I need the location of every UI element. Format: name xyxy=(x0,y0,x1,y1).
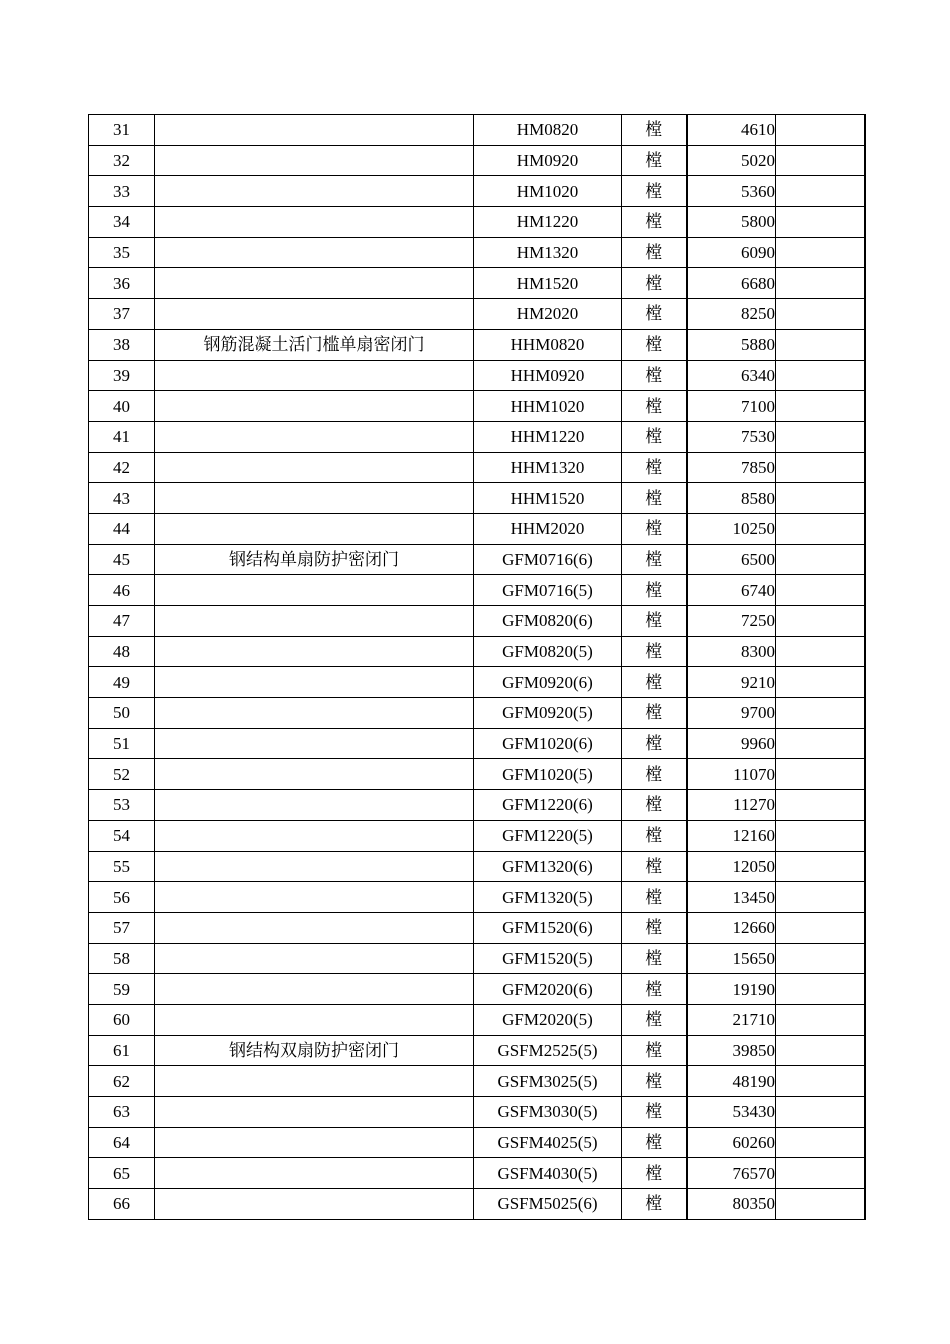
cell-name xyxy=(155,268,474,299)
table-row xyxy=(89,391,865,422)
cell-blank xyxy=(776,820,865,851)
table-row xyxy=(89,1035,865,1066)
table-row xyxy=(89,790,865,821)
cell-no: 37 xyxy=(89,299,155,330)
cell-model: GFM1320(6) xyxy=(474,851,622,882)
cell-model: GFM0920(6) xyxy=(474,667,622,698)
table-row xyxy=(89,1004,865,1035)
table-row xyxy=(89,820,865,851)
cell-blank xyxy=(776,728,865,759)
cell-name xyxy=(155,636,474,667)
cell-blank xyxy=(776,145,865,176)
cell-price: 15650 xyxy=(687,943,776,974)
cell-name xyxy=(155,1189,474,1220)
cell-unit: 樘 xyxy=(622,176,687,207)
cell-no: 60 xyxy=(89,1004,155,1035)
cell-model: HHM0920 xyxy=(474,360,622,391)
table-row xyxy=(89,207,865,238)
cell-price: 8300 xyxy=(687,636,776,667)
cell-model: GSFM5025(6) xyxy=(474,1189,622,1220)
cell-unit: 樘 xyxy=(622,483,687,514)
table-row xyxy=(89,759,865,790)
cell-no: 54 xyxy=(89,820,155,851)
table-row xyxy=(89,575,865,606)
cell-blank xyxy=(776,698,865,729)
cell-model: GFM2020(6) xyxy=(474,974,622,1005)
cell-model: GSFM4030(5) xyxy=(474,1158,622,1189)
table-row xyxy=(89,943,865,974)
cell-price: 5360 xyxy=(687,176,776,207)
cell-name xyxy=(155,207,474,238)
cell-unit: 樘 xyxy=(622,360,687,391)
cell-name xyxy=(155,452,474,483)
cell-name: 钢筋混凝土活门槛单扇密闭门 xyxy=(155,329,474,360)
cell-model: HM1520 xyxy=(474,268,622,299)
cell-name xyxy=(155,943,474,974)
cell-model: HM1020 xyxy=(474,176,622,207)
cell-model: HHM1520 xyxy=(474,483,622,514)
cell-model: GFM2020(5) xyxy=(474,1004,622,1035)
cell-name xyxy=(155,851,474,882)
cell-price: 60260 xyxy=(687,1127,776,1158)
table-row xyxy=(89,1127,865,1158)
cell-no: 65 xyxy=(89,1158,155,1189)
table-row xyxy=(89,483,865,514)
cell-unit: 樘 xyxy=(622,421,687,452)
table-row xyxy=(89,237,865,268)
cell-no: 58 xyxy=(89,943,155,974)
cell-price: 53430 xyxy=(687,1097,776,1128)
cell-unit: 樘 xyxy=(622,790,687,821)
cell-no: 39 xyxy=(89,360,155,391)
table-row xyxy=(89,544,865,575)
cell-no: 31 xyxy=(89,115,155,146)
cell-blank xyxy=(776,268,865,299)
cell-name xyxy=(155,912,474,943)
cell-no: 50 xyxy=(89,698,155,729)
cell-unit: 樘 xyxy=(622,1158,687,1189)
cell-no: 32 xyxy=(89,145,155,176)
cell-price: 11070 xyxy=(687,759,776,790)
cell-no: 33 xyxy=(89,176,155,207)
cell-unit: 樘 xyxy=(622,851,687,882)
cell-no: 42 xyxy=(89,452,155,483)
cell-blank xyxy=(776,207,865,238)
cell-unit: 樘 xyxy=(622,145,687,176)
cell-model: HHM0820 xyxy=(474,329,622,360)
cell-name xyxy=(155,606,474,637)
cell-blank xyxy=(776,1004,865,1035)
cell-no: 53 xyxy=(89,790,155,821)
table-row xyxy=(89,115,865,146)
cell-no: 66 xyxy=(89,1189,155,1220)
cell-name xyxy=(155,391,474,422)
cell-blank xyxy=(776,759,865,790)
cell-no: 61 xyxy=(89,1035,155,1066)
cell-price: 21710 xyxy=(687,1004,776,1035)
cell-price: 8250 xyxy=(687,299,776,330)
cell-name xyxy=(155,790,474,821)
cell-name xyxy=(155,1158,474,1189)
cell-no: 52 xyxy=(89,759,155,790)
cell-unit: 樘 xyxy=(622,1066,687,1097)
cell-unit: 樘 xyxy=(622,636,687,667)
cell-blank xyxy=(776,636,865,667)
table-row xyxy=(89,1158,865,1189)
cell-blank xyxy=(776,176,865,207)
cell-blank xyxy=(776,115,865,146)
table-row xyxy=(89,145,865,176)
cell-no: 45 xyxy=(89,544,155,575)
cell-name xyxy=(155,1004,474,1035)
cell-unit: 樘 xyxy=(622,1127,687,1158)
cell-blank xyxy=(776,1158,865,1189)
cell-unit: 樘 xyxy=(622,237,687,268)
cell-no: 38 xyxy=(89,329,155,360)
cell-no: 51 xyxy=(89,728,155,759)
cell-model: GFM0920(5) xyxy=(474,698,622,729)
cell-model: HM0920 xyxy=(474,145,622,176)
cell-unit: 樘 xyxy=(622,882,687,913)
cell-price: 12160 xyxy=(687,820,776,851)
table-row xyxy=(89,667,865,698)
cell-blank xyxy=(776,1127,865,1158)
cell-unit: 樘 xyxy=(622,759,687,790)
cell-no: 48 xyxy=(89,636,155,667)
cell-price: 5880 xyxy=(687,329,776,360)
cell-no: 64 xyxy=(89,1127,155,1158)
cell-no: 56 xyxy=(89,882,155,913)
cell-price: 12660 xyxy=(687,912,776,943)
cell-no: 43 xyxy=(89,483,155,514)
cell-blank xyxy=(776,1189,865,1220)
cell-unit: 樘 xyxy=(622,698,687,729)
cell-no: 57 xyxy=(89,912,155,943)
cell-blank xyxy=(776,851,865,882)
cell-name xyxy=(155,115,474,146)
cell-name xyxy=(155,1066,474,1097)
cell-price: 6500 xyxy=(687,544,776,575)
cell-price: 7100 xyxy=(687,391,776,422)
cell-name: 钢结构双扇防护密闭门 xyxy=(155,1035,474,1066)
cell-unit: 樘 xyxy=(622,391,687,422)
cell-blank xyxy=(776,1097,865,1128)
table-row xyxy=(89,421,865,452)
cell-model: GSFM4025(5) xyxy=(474,1127,622,1158)
table-row xyxy=(89,360,865,391)
cell-price: 39850 xyxy=(687,1035,776,1066)
cell-blank xyxy=(776,575,865,606)
cell-model: GSFM3025(5) xyxy=(474,1066,622,1097)
cell-price: 12050 xyxy=(687,851,776,882)
table-row xyxy=(89,636,865,667)
table-row xyxy=(89,728,865,759)
cell-name xyxy=(155,1097,474,1128)
table-row xyxy=(89,1097,865,1128)
cell-price: 9700 xyxy=(687,698,776,729)
cell-no: 49 xyxy=(89,667,155,698)
cell-name xyxy=(155,820,474,851)
cell-no: 59 xyxy=(89,974,155,1005)
cell-price: 76570 xyxy=(687,1158,776,1189)
cell-price: 6680 xyxy=(687,268,776,299)
cell-unit: 樘 xyxy=(622,299,687,330)
cell-unit: 樘 xyxy=(622,452,687,483)
cell-blank xyxy=(776,513,865,544)
cell-name xyxy=(155,360,474,391)
cell-unit: 樘 xyxy=(622,1097,687,1128)
cell-unit: 樘 xyxy=(622,1004,687,1035)
cell-unit: 樘 xyxy=(622,513,687,544)
cell-model: HM2020 xyxy=(474,299,622,330)
cell-blank xyxy=(776,483,865,514)
cell-no: 41 xyxy=(89,421,155,452)
cell-no: 40 xyxy=(89,391,155,422)
cell-model: GFM0820(6) xyxy=(474,606,622,637)
table-row xyxy=(89,912,865,943)
cell-name: 钢结构单扇防护密闭门 xyxy=(155,544,474,575)
cell-unit: 樘 xyxy=(622,943,687,974)
cell-blank xyxy=(776,299,865,330)
table-row xyxy=(89,513,865,544)
table-row xyxy=(89,698,865,729)
cell-unit: 樘 xyxy=(622,667,687,698)
cell-model: GFM1520(5) xyxy=(474,943,622,974)
cell-unit: 樘 xyxy=(622,606,687,637)
cell-unit: 樘 xyxy=(622,329,687,360)
cell-no: 47 xyxy=(89,606,155,637)
cell-name xyxy=(155,882,474,913)
table-row xyxy=(89,974,865,1005)
cell-price: 6090 xyxy=(687,237,776,268)
cell-price: 10250 xyxy=(687,513,776,544)
table-row xyxy=(89,452,865,483)
cell-blank xyxy=(776,912,865,943)
cell-unit: 樘 xyxy=(622,575,687,606)
cell-price: 4610 xyxy=(687,115,776,146)
cell-model: GFM1220(6) xyxy=(474,790,622,821)
cell-price: 7530 xyxy=(687,421,776,452)
cell-price: 7850 xyxy=(687,452,776,483)
cell-price: 8580 xyxy=(687,483,776,514)
table-body xyxy=(89,115,865,1220)
cell-unit: 樘 xyxy=(622,1035,687,1066)
cell-name xyxy=(155,1127,474,1158)
cell-model: GFM1020(6) xyxy=(474,728,622,759)
table-row xyxy=(89,882,865,913)
cell-unit: 樘 xyxy=(622,1189,687,1220)
cell-blank xyxy=(776,329,865,360)
cell-blank xyxy=(776,882,865,913)
table-row xyxy=(89,299,865,330)
cell-blank xyxy=(776,544,865,575)
cell-blank xyxy=(776,237,865,268)
table-row xyxy=(89,851,865,882)
cell-unit: 樘 xyxy=(622,268,687,299)
cell-unit: 樘 xyxy=(622,820,687,851)
cell-blank xyxy=(776,360,865,391)
cell-model: GFM1220(5) xyxy=(474,820,622,851)
table-row xyxy=(89,329,865,360)
cell-model: GFM1520(6) xyxy=(474,912,622,943)
cell-unit: 樘 xyxy=(622,728,687,759)
cell-name xyxy=(155,237,474,268)
cell-no: 63 xyxy=(89,1097,155,1128)
cell-model: GFM0716(5) xyxy=(474,575,622,606)
table-row xyxy=(89,268,865,299)
cell-name xyxy=(155,483,474,514)
cell-model: GSFM2525(5) xyxy=(474,1035,622,1066)
cell-model: HM1320 xyxy=(474,237,622,268)
cell-model: HM1220 xyxy=(474,207,622,238)
price-table xyxy=(88,114,866,1220)
cell-name xyxy=(155,145,474,176)
cell-price: 6340 xyxy=(687,360,776,391)
cell-no: 35 xyxy=(89,237,155,268)
cell-no: 36 xyxy=(89,268,155,299)
cell-unit: 樘 xyxy=(622,912,687,943)
cell-name xyxy=(155,698,474,729)
table-row xyxy=(89,1189,865,1220)
cell-no: 44 xyxy=(89,513,155,544)
cell-blank xyxy=(776,667,865,698)
cell-name xyxy=(155,299,474,330)
cell-model: HHM2020 xyxy=(474,513,622,544)
cell-price: 5800 xyxy=(687,207,776,238)
cell-price: 19190 xyxy=(687,974,776,1005)
cell-name xyxy=(155,974,474,1005)
cell-model: GSFM3030(5) xyxy=(474,1097,622,1128)
cell-blank xyxy=(776,606,865,637)
cell-name xyxy=(155,667,474,698)
cell-blank xyxy=(776,943,865,974)
cell-model: GFM1320(5) xyxy=(474,882,622,913)
cell-price: 11270 xyxy=(687,790,776,821)
cell-model: HM0820 xyxy=(474,115,622,146)
cell-blank xyxy=(776,790,865,821)
cell-blank xyxy=(776,974,865,1005)
cell-price: 80350 xyxy=(687,1189,776,1220)
cell-name xyxy=(155,513,474,544)
cell-model: HHM1320 xyxy=(474,452,622,483)
cell-model: GFM0716(6) xyxy=(474,544,622,575)
cell-name xyxy=(155,421,474,452)
cell-no: 46 xyxy=(89,575,155,606)
cell-model: GFM0820(5) xyxy=(474,636,622,667)
cell-price: 13450 xyxy=(687,882,776,913)
cell-name xyxy=(155,176,474,207)
table-row xyxy=(89,1066,865,1097)
cell-name xyxy=(155,728,474,759)
cell-price: 6740 xyxy=(687,575,776,606)
cell-price: 7250 xyxy=(687,606,776,637)
cell-unit: 樘 xyxy=(622,115,687,146)
cell-price: 48190 xyxy=(687,1066,776,1097)
cell-blank xyxy=(776,391,865,422)
cell-name xyxy=(155,575,474,606)
cell-blank xyxy=(776,1066,865,1097)
cell-unit: 樘 xyxy=(622,207,687,238)
cell-blank xyxy=(776,452,865,483)
table-row xyxy=(89,176,865,207)
cell-model: HHM1020 xyxy=(474,391,622,422)
cell-unit: 樘 xyxy=(622,974,687,1005)
cell-unit: 樘 xyxy=(622,544,687,575)
cell-price: 5020 xyxy=(687,145,776,176)
cell-price: 9960 xyxy=(687,728,776,759)
cell-no: 62 xyxy=(89,1066,155,1097)
cell-name xyxy=(155,759,474,790)
cell-blank xyxy=(776,1035,865,1066)
table-row xyxy=(89,606,865,637)
cell-model: GFM1020(5) xyxy=(474,759,622,790)
cell-no: 55 xyxy=(89,851,155,882)
cell-price: 9210 xyxy=(687,667,776,698)
cell-blank xyxy=(776,421,865,452)
cell-model: HHM1220 xyxy=(474,421,622,452)
cell-no: 34 xyxy=(89,207,155,238)
